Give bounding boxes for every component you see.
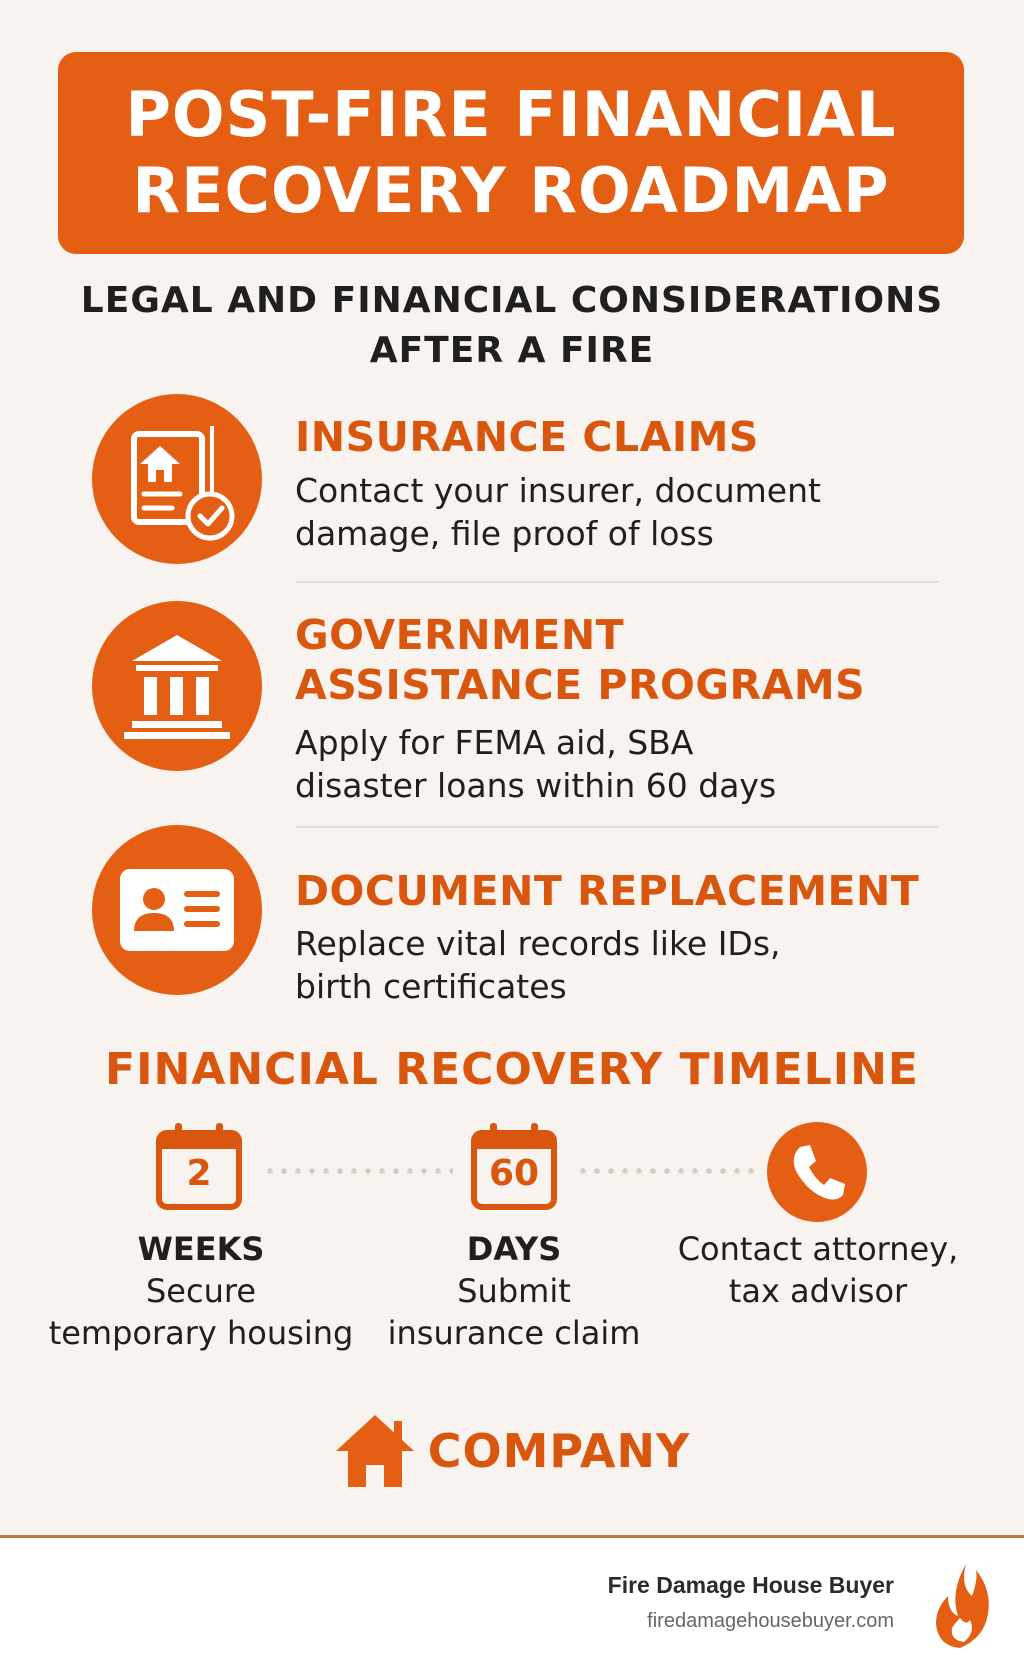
section-title-line1: GOVERNMENT xyxy=(295,611,625,659)
footer-brand-name: Fire Damage House Buyer xyxy=(607,1572,894,1598)
description-line1: Apply for FEMA aid, SBA xyxy=(295,723,694,762)
footer xyxy=(0,1538,1024,1666)
footer-url: firedamagehousebuyer.com xyxy=(647,1610,894,1632)
timeline-step-days xyxy=(364,1228,664,1354)
timeline-step-line1: Contact attorney, xyxy=(677,1230,959,1268)
government-building-icon xyxy=(92,601,262,771)
house-icon xyxy=(334,1413,416,1489)
description-line2: birth certificates xyxy=(295,967,567,1006)
insurance-document-icon xyxy=(92,394,262,564)
timeline-step-line1: Secure xyxy=(145,1272,256,1310)
timeline-connector xyxy=(576,1168,756,1174)
section-title xyxy=(295,610,865,710)
timeline-unit: WEEKS xyxy=(137,1230,265,1268)
section-title: INSURANCE CLAIMS xyxy=(295,413,759,461)
description-line2: disaster loans within 60 days xyxy=(295,766,777,805)
calendar-number: 2 xyxy=(186,1153,212,1194)
page-title-line1: POST-FIRE FINANCIAL xyxy=(125,78,897,151)
id-card-icon xyxy=(92,825,262,995)
calendar-number: 60 xyxy=(488,1153,540,1194)
page-title-line2: RECOVERY ROADMAP xyxy=(132,154,890,227)
timeline-unit: DAYS xyxy=(466,1230,562,1268)
timeline-step-line2: temporary housing xyxy=(48,1314,354,1352)
description-line1: Replace vital records like IDs, xyxy=(295,924,781,963)
page-subtitle xyxy=(60,276,964,376)
section-description xyxy=(295,469,935,555)
timeline-step-weeks xyxy=(40,1228,362,1354)
section-description xyxy=(295,922,935,1008)
flame-icon xyxy=(930,1560,992,1652)
section-title: DOCUMENT REPLACEMENT xyxy=(295,867,920,915)
section-description xyxy=(295,721,935,807)
company-name: COMPANY xyxy=(427,1424,691,1478)
calendar-icon xyxy=(153,1121,245,1217)
timeline-title: FINANCIAL RECOVERY TIMELINE xyxy=(105,1044,919,1095)
title-banner xyxy=(58,52,964,254)
description-line2: damage, file proof of loss xyxy=(295,514,714,553)
timeline-step-line1: Submit xyxy=(457,1272,571,1310)
calendar-icon xyxy=(468,1121,560,1217)
timeline-step-contact xyxy=(668,1228,968,1312)
timeline-step-line2: insurance claim xyxy=(387,1314,641,1352)
phone-icon xyxy=(766,1121,868,1227)
divider xyxy=(296,581,939,583)
description-line1: Contact your insurer, document xyxy=(295,471,821,510)
subtitle-line1: LEGAL AND FINANCIAL CONSIDERATIONS xyxy=(80,280,944,321)
timeline-connector xyxy=(263,1168,453,1174)
company-logo xyxy=(0,1413,1024,1489)
timeline-step-line2: tax advisor xyxy=(728,1272,908,1310)
divider xyxy=(296,826,939,828)
subtitle-line2: AFTER A FIRE xyxy=(369,330,655,371)
section-title-line2: ASSISTANCE PROGRAMS xyxy=(295,661,866,709)
